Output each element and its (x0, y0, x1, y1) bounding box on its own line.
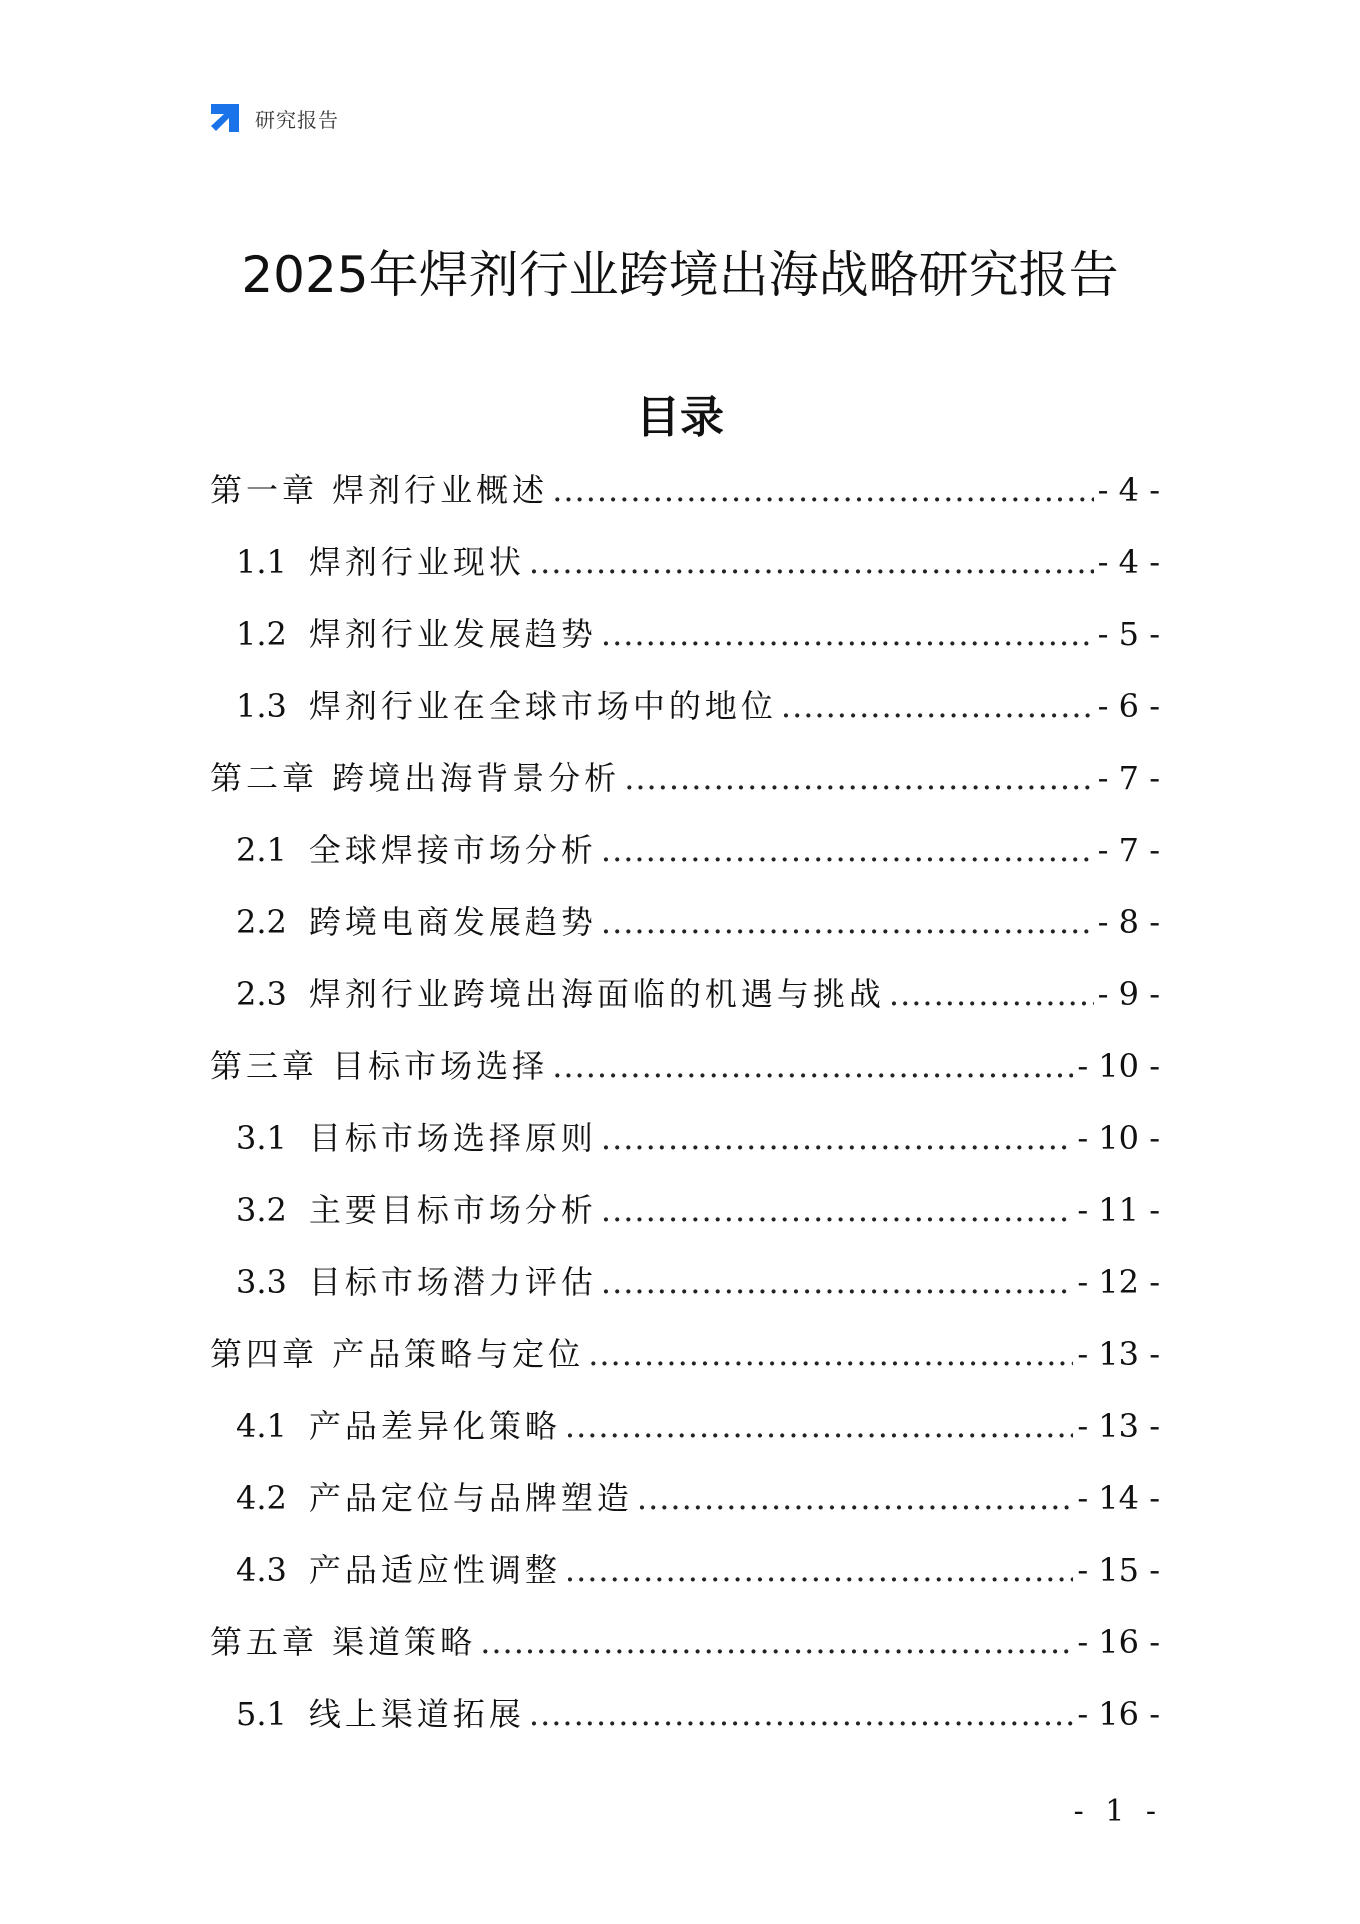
toc-dot-leader (624, 742, 1093, 814)
toc-entry-number: 4.1 (236, 1407, 287, 1445)
toc-entry-number: 2.1 (236, 831, 287, 869)
toc-entry-text: 跨境电商发展趋势 (308, 903, 597, 941)
toc-entry-text: 目标市场潜力评估 (308, 1263, 597, 1301)
report-header (207, 100, 339, 136)
toc-entry-number: 5.1 (236, 1695, 287, 1733)
toc-entry-text: 第五章 渠道策略 (210, 1623, 477, 1661)
toc-page-number: - 10 - (1077, 1119, 1160, 1157)
toc-page-number: - 16 - (1077, 1695, 1160, 1733)
toc-page-number: - 13 - (1077, 1335, 1160, 1373)
toc-section-entry[interactable] (210, 886, 1160, 958)
toc-section-entry[interactable] (210, 1534, 1160, 1606)
toc-dot-leader (529, 526, 1094, 598)
toc-entry-label (210, 1318, 584, 1390)
document-title: 2025年焊剂行业跨境出海战略研究报告 (241, 246, 1119, 304)
toc-entry-number: 4.3 (236, 1551, 287, 1589)
toc-entry-label (236, 1174, 597, 1246)
toc-entry-number: 3.3 (236, 1263, 287, 1301)
toc-entry-label (236, 958, 885, 1030)
toc-page-number: - 5 - (1097, 615, 1160, 653)
toc-chapter-entry[interactable] (210, 1606, 1160, 1678)
toc-page-number: - 6 - (1097, 687, 1160, 725)
toc-page-number: - 13 - (1077, 1407, 1160, 1445)
toc-entry-number: 4.2 (236, 1479, 287, 1517)
toc-page-number: - 7 - (1097, 759, 1160, 797)
toc-chapter-entry[interactable] (210, 742, 1160, 814)
toc-section-entry[interactable] (210, 1390, 1160, 1462)
toc-entry-label (236, 1102, 597, 1174)
toc-dot-leader (588, 1318, 1073, 1390)
toc-entry-label (236, 1534, 561, 1606)
toc-entry-label (210, 1030, 548, 1102)
toc-dot-leader (637, 1462, 1073, 1534)
toc-entry-text: 第二章 跨境出海背景分析 (210, 759, 621, 797)
toc-entry-label (236, 598, 597, 670)
toc-entry-label (210, 454, 548, 526)
toc-dot-leader (601, 598, 1094, 670)
toc-chapter-entry[interactable] (210, 454, 1160, 526)
toc-chapter-entry[interactable] (210, 1318, 1160, 1390)
toc-dot-leader (601, 814, 1094, 886)
toc-entry-label (236, 1390, 561, 1462)
toc-page-number: - 9 - (1097, 975, 1160, 1013)
toc-dot-leader (480, 1606, 1073, 1678)
toc-entry-label (236, 526, 525, 598)
toc-entry-text: 焊剂行业在全球市场中的地位 (308, 687, 777, 725)
toc-entry-number: 3.2 (236, 1191, 287, 1229)
toc-entry-label (236, 886, 597, 958)
toc-entry-label (210, 742, 620, 814)
toc-page-number: - 12 - (1077, 1263, 1160, 1301)
toc-entry-label (236, 1246, 597, 1318)
toc-entry-text: 产品适应性调整 (308, 1551, 561, 1589)
toc-entry-number: 2.3 (236, 975, 287, 1013)
toc-entry-label (210, 1606, 476, 1678)
toc-entry-label (236, 1462, 633, 1534)
toc-entry-text: 焊剂行业跨境出海面临的机遇与挑战 (308, 975, 885, 1013)
toc-section-entry[interactable] (210, 958, 1160, 1030)
toc-dot-leader (601, 886, 1094, 958)
toc-entry-text: 目标市场选择原则 (308, 1119, 597, 1157)
toc-dot-leader (565, 1390, 1073, 1462)
toc-dot-leader (889, 958, 1094, 1030)
toc-heading: 目录 (636, 392, 724, 443)
toc-section-entry[interactable] (210, 814, 1160, 886)
toc-page-number: - 4 - (1097, 543, 1160, 581)
toc-entry-text: 第三章 目标市场选择 (210, 1047, 549, 1085)
toc-dot-leader (552, 1030, 1073, 1102)
toc-section-entry[interactable] (210, 1102, 1160, 1174)
toc-section-entry[interactable] (210, 598, 1160, 670)
toc-page-number: - 8 - (1097, 903, 1160, 941)
page-number: - 1 - (1073, 1794, 1162, 1829)
toc-page-number: - 4 - (1097, 471, 1160, 509)
toc-dot-leader (552, 454, 1093, 526)
toc-entry-text: 产品差异化策略 (308, 1407, 561, 1445)
toc-chapter-entry[interactable] (210, 1030, 1160, 1102)
toc-section-entry[interactable] (210, 1462, 1160, 1534)
toc-entry-text: 焊剂行业发展趋势 (308, 615, 597, 653)
toc-dot-leader (781, 670, 1094, 742)
toc-dot-leader (529, 1678, 1073, 1750)
toc-entry-text: 全球焊接市场分析 (308, 831, 597, 869)
toc-section-entry[interactable] (210, 1246, 1160, 1318)
toc-dot-leader (601, 1102, 1073, 1174)
toc-entry-number: 1.3 (236, 687, 287, 725)
header-label: 研究报告 (255, 107, 339, 132)
toc-entry-label (236, 1678, 525, 1750)
toc-section-entry[interactable] (210, 526, 1160, 598)
toc-page-number: - 16 - (1077, 1623, 1160, 1661)
toc-entry-number: 1.1 (236, 543, 287, 581)
toc-page-number: - 15 - (1077, 1551, 1160, 1589)
toc-entry-label (236, 670, 777, 742)
toc-entry-text: 第四章 产品策略与定位 (210, 1335, 585, 1373)
table-of-contents (210, 454, 1160, 1750)
toc-entry-number: 1.2 (236, 615, 287, 653)
toc-section-entry[interactable] (210, 1678, 1160, 1750)
toc-page-number: - 11 - (1077, 1191, 1160, 1229)
toc-dot-leader (565, 1534, 1073, 1606)
toc-entry-text: 主要目标市场分析 (308, 1191, 597, 1229)
toc-entry-text: 焊剂行业现状 (308, 543, 525, 581)
toc-entry-label (236, 814, 597, 886)
toc-dot-leader (601, 1174, 1073, 1246)
toc-entry-text: 线上渠道拓展 (308, 1695, 525, 1733)
toc-entry-number: 3.1 (236, 1119, 287, 1157)
toc-entry-number: 2.2 (236, 903, 287, 941)
toc-page-number: - 14 - (1077, 1479, 1160, 1517)
toc-dot-leader (601, 1246, 1073, 1318)
toc-entry-text: 产品定位与品牌塑造 (308, 1479, 633, 1517)
arrow-logo-icon (207, 100, 243, 136)
toc-page-number: - 7 - (1097, 831, 1160, 869)
toc-section-entry[interactable] (210, 1174, 1160, 1246)
toc-page-number: - 10 - (1077, 1047, 1160, 1085)
toc-entry-text: 第一章 焊剂行业概述 (210, 471, 549, 509)
toc-section-entry[interactable] (210, 670, 1160, 742)
